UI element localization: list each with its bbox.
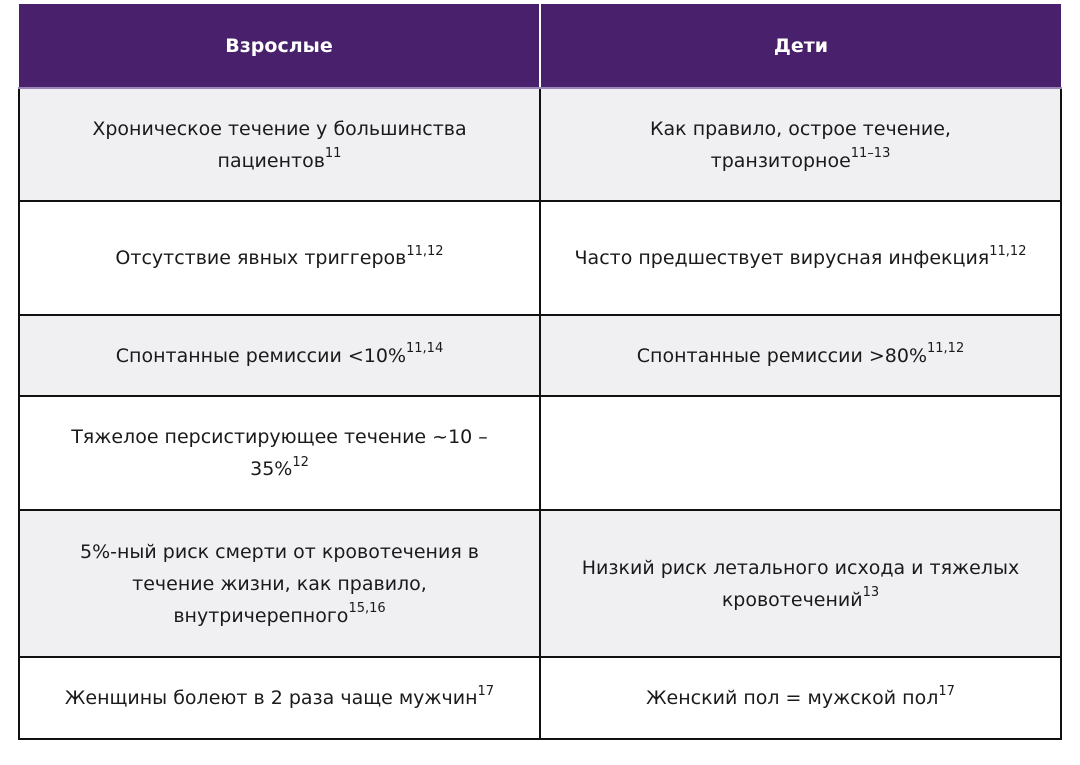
cell-text: Низкий риск летального исхода и тяжелых кровотечений xyxy=(581,556,1020,611)
cell-text: Тяжелое персистирующее течение ~10 – 35% xyxy=(71,426,488,480)
reference-superscript: 17 xyxy=(477,683,495,699)
cell-adults xyxy=(19,88,540,201)
cell-adults xyxy=(19,201,540,315)
cell-children xyxy=(540,315,1061,396)
reference-superscript: 17 xyxy=(938,683,955,699)
column-header-children: Дети xyxy=(540,4,1061,88)
header-row xyxy=(19,4,1061,88)
cell-adults xyxy=(19,396,540,510)
cell-text: Отсутствие явных триггеров xyxy=(115,247,407,269)
cell-adults xyxy=(19,315,540,396)
cell-children xyxy=(540,510,1061,657)
column-header-adults: Взрослые xyxy=(19,4,540,88)
cell-children xyxy=(540,201,1061,315)
table-row xyxy=(19,396,1061,510)
reference-superscript: 11,12 xyxy=(406,243,444,259)
cell-text: Женский пол = мужской пол xyxy=(646,687,939,709)
table-row xyxy=(19,510,1061,657)
cell-text: Как правило, острое течение, транзиторное xyxy=(650,117,951,172)
cell-text: 5%-ный риск смерти от кровотечения в течение жизни, как правило, внутричерепного xyxy=(80,540,479,627)
cell-adults xyxy=(19,657,540,739)
cell-children xyxy=(540,657,1061,739)
cell-text: Спонтанные ремиссии <10% xyxy=(115,344,406,367)
cell-text: Часто предшествует вирусная инфекция xyxy=(574,247,990,269)
adults-vs-children-table xyxy=(18,4,1062,740)
cell-text: Спонтанные ремиссии >80% xyxy=(636,344,927,367)
comparison-table-container xyxy=(18,4,1062,740)
reference-superscript: 11 xyxy=(324,146,342,162)
table-row xyxy=(19,201,1061,315)
table-row xyxy=(19,315,1061,396)
table-row xyxy=(19,657,1061,739)
reference-superscript: 15,16 xyxy=(348,601,386,617)
reference-superscript: 11,12 xyxy=(989,243,1027,259)
reference-superscript: 11,12 xyxy=(927,341,965,357)
cell-children-empty xyxy=(540,396,1061,510)
cell-text: Хроническое течение у большинства пациентов xyxy=(92,117,467,172)
table-row xyxy=(19,88,1061,201)
cell-text: Женщины болеют в 2 раза чаще мужчин xyxy=(64,687,478,709)
reference-superscript: 13 xyxy=(862,585,880,601)
reference-superscript: 11–13 xyxy=(850,146,891,162)
cell-children xyxy=(540,88,1061,201)
reference-superscript: 12 xyxy=(292,454,309,470)
reference-superscript: 11,14 xyxy=(406,341,444,357)
cell-adults xyxy=(19,510,540,657)
